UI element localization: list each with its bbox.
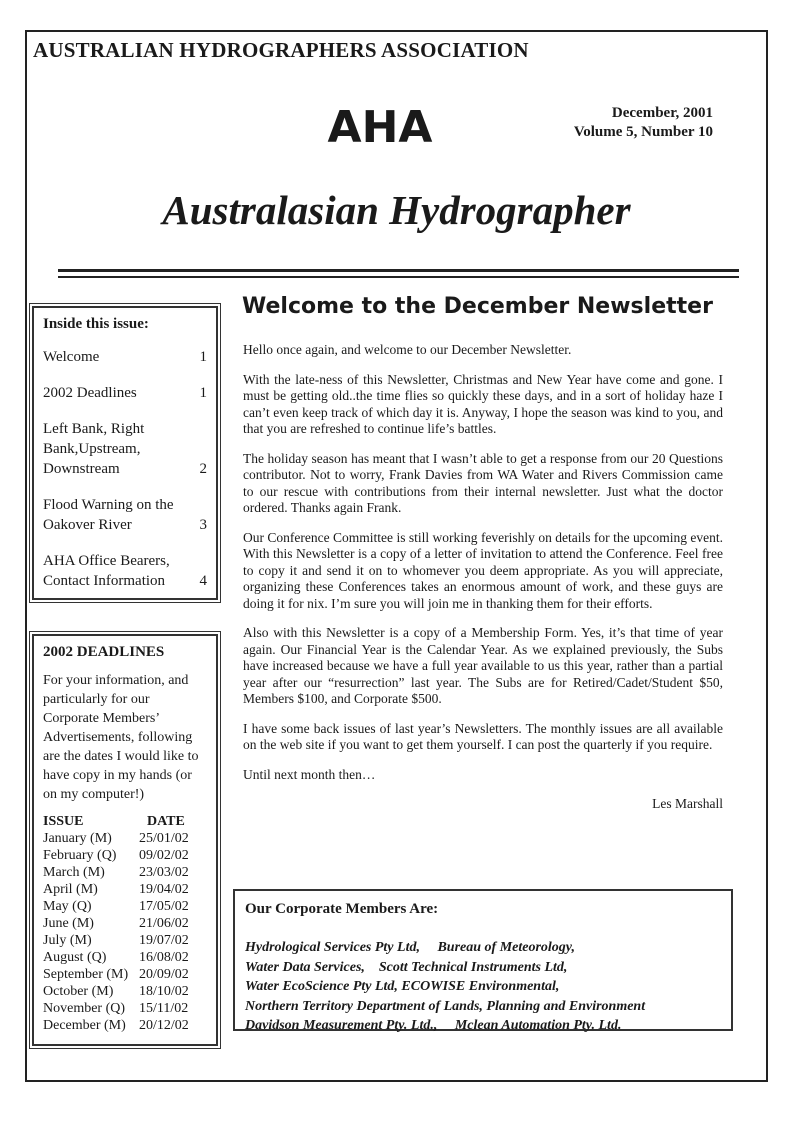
toc-item-page: 1 <box>199 385 207 401</box>
toc-item <box>43 383 207 403</box>
aha-logo <box>300 80 460 170</box>
deadline-row <box>43 881 207 898</box>
deadlines-table <box>43 813 207 1034</box>
deadlines-header-row <box>43 813 207 830</box>
deadlines-rows <box>43 830 207 1034</box>
corporate-member-line: Hydrological Services Pty Ltd, Bureau of Meteorology, <box>245 940 575 955</box>
corporate-members-list <box>245 938 721 1036</box>
deadline-issue: June (M) <box>43 916 94 931</box>
deadline-issue: July (M) <box>43 933 92 948</box>
toc-item-page: 3 <box>199 517 207 533</box>
deadline-issue: November (Q) <box>43 1001 126 1016</box>
organization-name: AUSTRALIAN HYDROGRAPHERS ASSOCIATION <box>33 38 529 62</box>
toc-item-label: Welcome <box>43 349 100 365</box>
article-paragraph: Our Conference Committee is still working feverishly on details for the upcoming event. With this Newsletter is a copy of a letter of invitation to attend the Conference. Feel free to copy it and send it on to whomever you deem appropriate. As you will appreciate, organizing these Conferences takes an enormous amount of work, and these guys are doing it for nix. I’m sure you will join me in thanking them for their efforts. <box>243 529 723 611</box>
deadline-issue: April (M) <box>43 882 98 897</box>
deadline-issue: October (M) <box>43 984 114 999</box>
deadlines-box <box>32 634 218 1046</box>
deadlines-intro: For your information, and particularly for our Corporate Members’ Advertisements, following are the dates I would like to have copy in my hands (or on my computer!) <box>43 673 199 802</box>
article-paragraph: Until next month then… <box>243 766 376 782</box>
toc-box <box>32 306 218 600</box>
toc-item-label: Flood Warning on the Oakover River <box>43 497 174 533</box>
deadlines-title: 2002 DEADLINES <box>43 644 165 660</box>
deadline-row <box>43 966 207 983</box>
toc-item-page: 4 <box>199 573 207 589</box>
deadline-row <box>43 915 207 932</box>
deadline-issue: February (Q) <box>43 848 117 863</box>
deadline-date: 16/08/02 <box>139 950 189 965</box>
deadline-date: 21/06/02 <box>139 916 189 931</box>
toc-item-label: Left Bank, Right Bank,Upstream, Downstream <box>43 421 145 477</box>
masthead-title: Australasian Hydrographer <box>162 187 631 233</box>
deadline-row <box>43 898 207 915</box>
issue-volume: Volume 5, Number 10 <box>573 124 713 140</box>
deadline-date: 18/10/02 <box>139 984 189 999</box>
toc-item-label: AHA Office Bearers, Contact Information <box>43 553 170 589</box>
article-body <box>243 342 723 826</box>
corporate-members-title: Our Corporate Members Are: <box>245 901 439 917</box>
deadline-row <box>43 932 207 949</box>
article-headline: Welcome to the December Newsletter <box>242 294 713 319</box>
deadline-date: 19/07/02 <box>139 933 189 948</box>
issue-column-header: ISSUE <box>43 814 84 829</box>
deadline-row <box>43 830 207 847</box>
deadline-row <box>43 949 207 966</box>
deadline-date: 23/03/02 <box>139 865 189 880</box>
masthead-rule <box>58 269 739 272</box>
toc-item-label: 2002 Deadlines <box>43 385 137 401</box>
article-paragraph: I have some back issues of last year’s Newsletters. The monthly issues are all available on the web site if you want to get them yourself. I can post the quarterly if you require. <box>243 720 723 752</box>
article-paragraph: The holiday season has meant that I wasn’t able to get a response from our 20 Questions contributor. Not to worry, Frank Davies from WA Water and Rivers Commission came to our rescue with contributions from their internal newsletter. Just what the doctor ordered. Thanks again Frank. <box>243 450 723 515</box>
toc-title: Inside this issue: <box>43 316 149 332</box>
article-paragraph: Hello once again, and welcome to our December Newsletter. <box>243 342 572 357</box>
issue-date: December, 2001 <box>611 105 713 121</box>
deadline-date: 25/01/02 <box>139 831 189 846</box>
corporate-member-line: Water Data Services, Scott Technical Instruments Ltd, <box>245 959 568 975</box>
deadline-issue: March (M) <box>43 865 105 880</box>
deadline-row <box>43 983 207 1000</box>
deadline-date: 19/04/02 <box>139 882 189 897</box>
corporate-member-line: Northern Territory Department of Lands, Planning and Environment <box>245 998 646 1014</box>
deadline-row <box>43 864 207 881</box>
deadline-date: 20/12/02 <box>139 1018 189 1033</box>
deadline-date: 15/11/02 <box>139 1001 189 1016</box>
toc-item-page: 2 <box>199 461 207 477</box>
issue-info <box>560 104 713 142</box>
article-paragraph: Also with this Newsletter is a copy of a Membership Form. Yes, it’s that time of year again. Our Financial Year is the Calendar Year. As we explained previously, the Subs have increased because we have a full year available to us this year, rather than a partial year after our “resurrection” last year. The Subs are for Retired/Cadet/Student $50, Members $100, and Corporate $500. <box>243 625 723 706</box>
date-column-header: DATE <box>147 814 185 829</box>
logo-text: AHA <box>327 102 433 153</box>
deadline-row <box>43 1017 207 1034</box>
deadline-row <box>43 847 207 864</box>
deadline-issue: January (M) <box>43 831 112 846</box>
corporate-members-box <box>233 889 733 1031</box>
toc-item-page: 1 <box>199 349 207 365</box>
toc-list <box>43 347 207 591</box>
deadline-date: 20/09/02 <box>139 967 189 982</box>
article-paragraph: With the late-ness of this Newsletter, Christmas and New Year have come and gone. I must be getting old..the time flies so quickly these days, and in a sort of holiday haze I can’t even keep track of which day it is. Anyway, I hope the season was kind to you, and that you are refreshed to continue life’s battles. <box>243 371 723 436</box>
toc-item <box>43 495 207 535</box>
deadline-row <box>43 1000 207 1017</box>
masthead-rule <box>58 276 739 278</box>
corporate-member-line: Water EcoScience Pty Ltd, ECOWISE Environmental, <box>245 979 560 994</box>
toc-item <box>43 347 207 367</box>
deadline-date: 17/05/02 <box>139 899 189 914</box>
deadline-issue: December (M) <box>43 1018 126 1033</box>
deadline-issue: May (Q) <box>43 899 92 914</box>
toc-item <box>43 419 207 479</box>
article-signature: Les Marshall <box>652 796 723 811</box>
toc-item <box>43 551 207 591</box>
corporate-member-line: Davidson Measurement Pty. Ltd., Mclean Automation Pty. Ltd. <box>245 1018 622 1033</box>
deadline-date: 09/02/02 <box>139 848 189 863</box>
deadline-issue: September (M) <box>43 967 129 982</box>
article-paragraphs <box>243 342 723 783</box>
deadline-issue: August (Q) <box>43 950 107 965</box>
